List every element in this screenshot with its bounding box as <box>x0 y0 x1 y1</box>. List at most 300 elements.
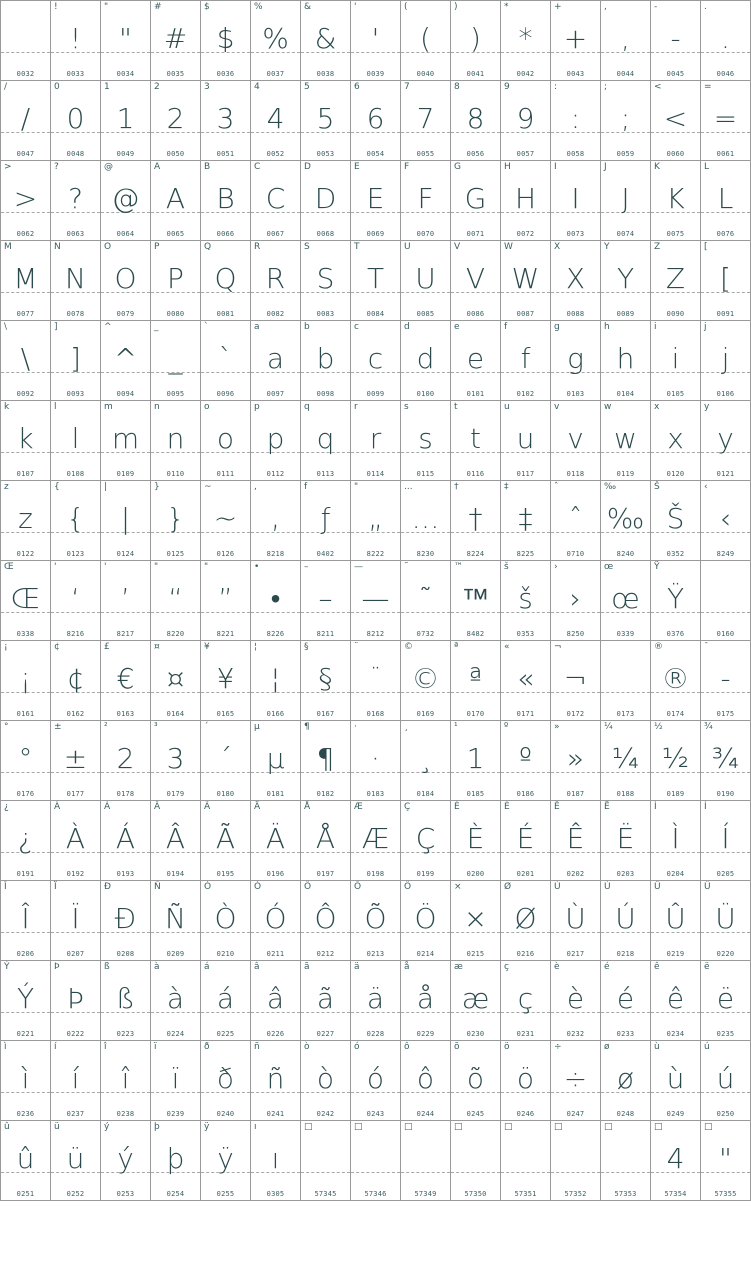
glyph-code: 0034 <box>116 70 135 78</box>
glyph-label: Ò <box>204 882 212 892</box>
glyph-code: 0078 <box>66 310 85 318</box>
glyph-sample: / <box>20 102 31 135</box>
glyph-cell <box>201 721 251 801</box>
glyph-sample: Ú <box>615 902 636 935</box>
glyph-code: 0122 <box>16 550 35 558</box>
glyph-cell <box>101 321 151 401</box>
glyph-code: 0048 <box>66 150 85 158</box>
glyph-label: † <box>454 482 459 492</box>
glyph-sample: ® <box>661 662 690 695</box>
glyph-cell <box>301 721 351 801</box>
glyph-sample: © <box>411 662 440 695</box>
glyph-sample: ù <box>666 1062 685 1095</box>
glyph-cell <box>401 561 451 641</box>
glyph-sample: ¶ <box>316 742 335 775</box>
glyph-code: 0037 <box>266 70 285 78</box>
glyph-code: 0046 <box>716 70 735 78</box>
glyph-code: 0052 <box>266 150 285 158</box>
glyph-sample: Á <box>115 822 136 855</box>
glyph-sample <box>401 1139 450 1179</box>
glyph-sample: Ê <box>566 822 585 855</box>
glyph-label: e <box>454 322 460 332</box>
glyph-label: Ð <box>104 882 111 892</box>
glyph-code: 0096 <box>216 390 235 398</box>
glyph-cell <box>451 881 501 961</box>
glyph-label: ó <box>354 1042 360 1052</box>
glyph-code: 0101 <box>466 390 485 398</box>
glyph-cell <box>1 1 51 81</box>
glyph-cell <box>51 1 101 81</box>
glyph-sample: Í <box>721 822 730 855</box>
glyph-sample: " <box>719 1142 732 1175</box>
glyph-label: w <box>604 402 612 412</box>
glyph-code: 0061 <box>716 150 735 158</box>
glyph-code: 0076 <box>716 230 735 238</box>
glyph-code: 0081 <box>216 310 235 318</box>
glyph-code: 8217 <box>116 630 135 638</box>
glyph-sample: $ <box>216 22 235 55</box>
glyph-code: 0098 <box>316 390 335 398</box>
glyph-code: 0168 <box>366 710 385 718</box>
glyph-cell <box>701 561 751 641</box>
glyph-code: 0088 <box>566 310 585 318</box>
glyph-label: W <box>504 242 513 252</box>
glyph-sample: œ <box>611 582 640 615</box>
glyph-cell <box>101 401 151 481</box>
glyph-sample: Â <box>165 822 186 855</box>
glyph-label: - <box>654 2 658 12</box>
glyph-code: 0231 <box>516 1030 535 1038</box>
glyph-cell <box>701 1121 751 1201</box>
glyph-cell <box>701 401 751 481</box>
glyph-cell <box>451 81 501 161</box>
glyph-cell <box>201 801 251 881</box>
glyph-sample: ¦ <box>270 662 281 695</box>
glyph-code: 0165 <box>216 710 235 718</box>
glyph-sample <box>601 659 650 699</box>
glyph-code: 0033 <box>66 70 85 78</box>
glyph-label: O <box>104 242 112 252</box>
glyph-sample: ò <box>316 1062 335 1095</box>
glyph-label: § <box>304 642 309 652</box>
glyph-cell <box>701 1041 751 1121</box>
glyph-label: m <box>104 402 113 412</box>
glyph-cell <box>451 481 501 561</box>
glyph-code: 0075 <box>666 230 685 238</box>
glyph-cell <box>1 881 51 961</box>
glyph-label: E <box>354 162 360 172</box>
glyph-cell <box>51 721 101 801</box>
glyph-label: s <box>404 402 409 412</box>
glyph-code: 0057 <box>516 150 535 158</box>
glyph-code: 0095 <box>166 390 185 398</box>
glyph-sample: R <box>265 262 286 295</box>
glyph-cell <box>401 1121 451 1201</box>
glyph-label: □ <box>654 1122 663 1132</box>
glyph-label: Ï <box>54 882 57 892</box>
glyph-label: ì <box>4 1042 7 1052</box>
glyph-code: 0040 <box>416 70 435 78</box>
glyph-cell <box>151 81 201 161</box>
glyph-code: 8221 <box>216 630 235 638</box>
glyph-sample: „ <box>368 502 383 535</box>
glyph-sample <box>601 1139 650 1179</box>
glyph-label: □ <box>504 1122 513 1132</box>
glyph-sample: ` <box>218 342 233 375</box>
glyph-label: 1 <box>104 82 110 92</box>
glyph-cell <box>651 801 701 881</box>
glyph-code: 57353 <box>614 1190 637 1198</box>
glyph-code: 0164 <box>166 710 185 718</box>
glyph-cell <box>551 881 601 961</box>
glyph-code: 0234 <box>666 1030 685 1038</box>
glyph-code: 0184 <box>416 790 435 798</box>
glyph-label: ø <box>604 1042 610 1052</box>
glyph-sample: · <box>371 742 380 775</box>
glyph-code: 0225 <box>216 1030 235 1038</box>
glyph-sample: ¿ <box>17 822 33 855</box>
glyph-code: 0079 <box>116 310 135 318</box>
glyph-sample: ; <box>620 102 631 135</box>
glyph-code: 0125 <box>166 550 185 558</box>
glyph-cell <box>51 881 101 961</box>
glyph-label: ° <box>4 722 9 732</box>
glyph-label: | <box>104 482 108 492</box>
glyph-cell <box>651 641 701 721</box>
glyph-sample: T <box>366 262 385 295</box>
glyph-sample: ^ <box>113 342 138 375</box>
glyph-cell <box>351 1041 401 1121</box>
glyph-sample: A <box>165 182 186 215</box>
glyph-label: 2 <box>154 82 160 92</box>
glyph-code: 0732 <box>416 630 435 638</box>
glyph-cell <box>101 1 151 81</box>
glyph-code: 0305 <box>266 1190 285 1198</box>
glyph-label: Á <box>104 802 111 812</box>
glyph-sample: ‘ <box>71 582 80 615</box>
glyph-code: 0163 <box>116 710 135 718</box>
glyph-cell <box>251 1041 301 1121</box>
glyph-cell <box>701 961 751 1041</box>
glyph-cell <box>201 321 251 401</box>
glyph-sample: " <box>119 22 132 55</box>
glyph-sample: ñ <box>266 1062 285 1095</box>
glyph-sample: ô <box>416 1062 435 1095</box>
glyph-cell <box>601 321 651 401</box>
glyph-cell <box>351 801 401 881</box>
glyph-cell <box>1 321 51 401</box>
glyph-code: 0053 <box>316 150 335 158</box>
glyph-code: 8222 <box>366 550 385 558</box>
glyph-sample: ™ <box>461 582 490 615</box>
glyph-cell <box>301 641 351 721</box>
glyph-label: . <box>704 2 707 12</box>
glyph-code: 0039 <box>366 70 385 78</box>
glyph-cell <box>251 1 301 81</box>
glyph-label: l <box>54 402 57 412</box>
glyph-label: ü <box>54 1122 60 1132</box>
glyph-label: ¢ <box>54 642 60 652</box>
glyph-code: 57350 <box>464 1190 487 1198</box>
glyph-label: Q <box>204 242 212 252</box>
glyph-cell <box>1 561 51 641</box>
glyph-label: Æ <box>354 802 363 812</box>
glyph-sample <box>1 19 50 59</box>
glyph-sample: t <box>470 422 481 455</box>
glyph-cell <box>301 961 351 1041</box>
glyph-sample: N <box>65 262 86 295</box>
glyph-code: 0230 <box>466 1030 485 1038</box>
glyph-label: Ç <box>404 802 411 812</box>
glyph-label: q <box>304 402 310 412</box>
glyph-code: 0072 <box>516 230 535 238</box>
glyph-code: 0199 <box>416 870 435 878</box>
glyph-code: 0087 <box>516 310 535 318</box>
glyph-sample: ç <box>517 982 534 1015</box>
glyph-cell <box>701 721 751 801</box>
glyph-sample: Å <box>315 822 336 855</box>
glyph-code: 0093 <box>66 390 85 398</box>
glyph-label: ä <box>354 962 360 972</box>
glyph-cell <box>151 961 201 1041</box>
glyph-code: 0071 <box>466 230 485 238</box>
glyph-code: 0070 <box>416 230 435 238</box>
glyph-cell <box>101 881 151 961</box>
glyph-label: ¥ <box>204 642 210 652</box>
glyph-cell <box>301 321 351 401</box>
glyph-cell <box>451 721 501 801</box>
glyph-cell <box>401 241 451 321</box>
glyph-cell <box>51 241 101 321</box>
glyph-label: ù <box>654 1042 660 1052</box>
glyph-cell <box>601 1121 651 1201</box>
glyph-cell <box>651 561 701 641</box>
glyph-sample: Ô <box>314 902 337 935</box>
glyph-cell <box>101 1041 151 1121</box>
glyph-code: 0188 <box>616 790 635 798</box>
glyph-label: ½ <box>654 722 663 732</box>
glyph-cell <box>1 241 51 321</box>
glyph-cell <box>201 1041 251 1121</box>
glyph-label: y <box>704 402 710 412</box>
glyph-cell <box>51 161 101 241</box>
glyph-label: ` <box>204 322 209 332</box>
glyph-cell <box>401 481 451 561</box>
glyph-code: 0402 <box>316 550 335 558</box>
glyph-label: ı <box>254 1122 257 1132</box>
glyph-code: 57346 <box>364 1190 387 1198</box>
glyph-code: 0067 <box>266 230 285 238</box>
glyph-label: \ <box>4 322 8 332</box>
glyph-sample: X <box>565 262 586 295</box>
glyph-sample: W <box>511 262 540 295</box>
glyph-label: h <box>604 322 610 332</box>
glyph-code: 0035 <box>166 70 185 78</box>
glyph-cell <box>501 321 551 401</box>
glyph-code: 0036 <box>216 70 235 78</box>
glyph-sample: ' <box>371 22 380 55</box>
glyph-sample: + <box>563 22 588 55</box>
glyph-label: i <box>654 322 657 332</box>
glyph-sample: Ü <box>715 902 736 935</box>
glyph-cell <box>701 161 751 241</box>
glyph-label: Ý <box>4 962 10 972</box>
glyph-cell <box>551 241 601 321</box>
glyph-cell <box>601 721 651 801</box>
glyph-cell <box>701 81 751 161</box>
glyph-sample: e <box>466 342 485 375</box>
glyph-label: ¼ <box>604 722 613 732</box>
glyph-cell <box>601 961 651 1041</box>
glyph-cell <box>701 881 751 961</box>
glyph-cell <box>601 641 651 721</box>
glyph-sample: å <box>416 982 435 1015</box>
glyph-label: ÿ <box>204 1122 210 1132</box>
glyph-label: À <box>54 802 61 812</box>
glyph-label: { <box>54 482 60 492</box>
glyph-cell <box>151 721 201 801</box>
glyph-sample: ± <box>63 742 88 775</box>
glyph-cell <box>151 1 201 81</box>
glyph-code: 0045 <box>666 70 685 78</box>
glyph-label: P <box>154 242 160 252</box>
glyph-sample: _ <box>168 342 183 375</box>
glyph-label: K <box>654 162 660 172</box>
glyph-cell <box>651 881 701 961</box>
glyph-label: – <box>304 562 309 572</box>
glyph-sample: Š <box>666 502 685 535</box>
glyph-sample: ı <box>271 1142 280 1175</box>
glyph-label: œ <box>604 562 614 572</box>
glyph-label: Ù <box>554 882 561 892</box>
glyph-sample: Œ <box>10 582 41 615</box>
glyph-cell <box>451 961 501 1041</box>
glyph-cell <box>451 1 501 81</box>
glyph-code: 0228 <box>366 1030 385 1038</box>
glyph-cell <box>151 881 201 961</box>
glyph-sample: ø <box>616 1062 635 1095</box>
glyph-code: 0227 <box>316 1030 335 1038</box>
glyph-label: L <box>704 162 710 172</box>
glyph-label: ˜ <box>404 562 409 572</box>
glyph-label: ¾ <box>704 722 713 732</box>
glyph-cell <box>301 401 351 481</box>
glyph-sample: æ <box>461 982 490 1015</box>
glyph-sample: J <box>621 182 630 215</box>
glyph-sample: # <box>163 22 188 55</box>
glyph-code: 0180 <box>216 790 235 798</box>
glyph-label: o <box>204 402 210 412</box>
glyph-sample: 1 <box>116 102 135 135</box>
glyph-sample: 5 <box>316 102 335 135</box>
glyph-sample: [ <box>720 262 731 295</box>
glyph-label: 5 <box>304 82 310 92</box>
glyph-cell <box>401 801 451 881</box>
glyph-label: x <box>654 402 660 412</box>
glyph-cell <box>251 1121 301 1201</box>
glyph-sample: } <box>166 502 185 535</box>
glyph-sample: k <box>17 422 34 455</box>
glyph-cell <box>251 321 301 401</box>
glyph-cell <box>551 801 601 881</box>
glyph-cell <box>151 641 201 721</box>
glyph-cell <box>701 321 751 401</box>
glyph-cell <box>701 801 751 881</box>
glyph-label: # <box>154 2 162 12</box>
glyph-label: j <box>704 322 707 332</box>
glyph-sample: « <box>516 662 535 695</box>
glyph-sample: % <box>262 22 289 55</box>
glyph-sample: ê <box>666 982 685 1015</box>
glyph-label: é <box>604 962 610 972</box>
glyph-sample: î <box>121 1062 130 1095</box>
glyph-code: 0102 <box>516 390 535 398</box>
glyph-cell <box>601 241 651 321</box>
glyph-code: 57352 <box>564 1190 587 1198</box>
glyph-code: 0064 <box>116 230 135 238</box>
glyph-cell <box>501 641 551 721</box>
glyph-code: 8218 <box>266 550 285 558</box>
glyph-cell <box>551 81 601 161</box>
glyph-sample: ˜ <box>418 582 433 615</box>
glyph-cell <box>101 161 151 241</box>
glyph-code: 0244 <box>416 1110 435 1118</box>
glyph-sample: m <box>111 422 140 455</box>
glyph-label: å <box>404 962 410 972</box>
glyph-code: 0092 <box>16 390 35 398</box>
glyph-cell <box>551 1 601 81</box>
glyph-cell <box>151 1041 201 1121</box>
glyph-sample: H <box>514 182 537 215</box>
glyph-cell <box>1 481 51 561</box>
glyph-label: □ <box>554 1122 563 1132</box>
glyph-sample: š <box>518 582 533 615</box>
glyph-label: d <box>404 322 410 332</box>
glyph-cell <box>601 401 651 481</box>
glyph-cell <box>251 81 301 161</box>
glyph-label: Ä <box>254 802 261 812</box>
glyph-cell <box>51 561 101 641</box>
glyph-label: z <box>4 482 9 492</box>
glyph-sample: Ö <box>414 902 437 935</box>
glyph-cell <box>51 801 101 881</box>
glyph-code: 0214 <box>416 950 435 958</box>
glyph-label: ð <box>204 1042 210 1052</box>
glyph-code: 0121 <box>716 470 735 478</box>
glyph-label: Ú <box>604 882 611 892</box>
glyph-code: 0203 <box>616 870 635 878</box>
glyph-cell <box>501 561 551 641</box>
glyph-label: < <box>654 82 662 92</box>
glyph-sample: i <box>671 342 680 375</box>
glyph-sample: y <box>717 422 734 455</box>
glyph-code: 0119 <box>616 470 635 478</box>
glyph-code: 0187 <box>566 790 585 798</box>
glyph-cell <box>1 1041 51 1121</box>
glyph-label: , <box>604 2 607 12</box>
glyph-cell <box>251 241 301 321</box>
glyph-code: 0233 <box>616 1030 635 1038</box>
glyph-code: 0124 <box>116 550 135 558</box>
glyph-label: Ñ <box>154 882 161 892</box>
glyph-code: 0114 <box>366 470 385 478</box>
glyph-code: 0216 <box>516 950 535 958</box>
glyph-label: $ <box>204 2 210 12</box>
glyph-code: 0224 <box>166 1030 185 1038</box>
glyph-cell <box>651 81 701 161</box>
glyph-sample: Ù <box>565 902 586 935</box>
glyph-label: ~ <box>204 482 212 492</box>
